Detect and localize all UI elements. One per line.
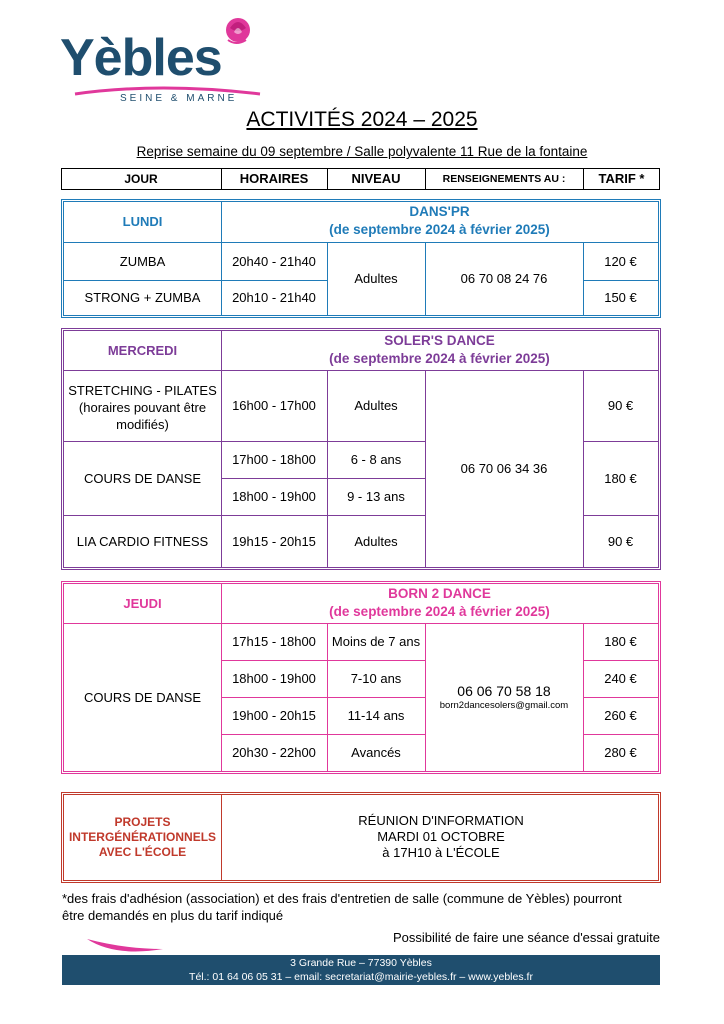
stretching-line-1: STRETCHING - PILATES xyxy=(68,383,217,398)
lundi-activity-1: ZUMBA xyxy=(119,253,166,269)
header-tarif: TARIF * xyxy=(598,171,645,186)
danse-time-2: 18h00 - 19h00 xyxy=(232,489,316,504)
jeudi-time-2: 18h00 - 19h00 xyxy=(232,671,316,686)
lundi-activity-2: STRONG + ZUMBA xyxy=(84,290,201,305)
lundi-time-2: 20h10 - 21h40 xyxy=(232,290,316,305)
tarif-note-line-1: *des frais d'adhésion (association) et des frais d'entretien de salle (commune de Yèbles) pourront xyxy=(62,891,622,906)
jeudi-level-4: Avancés xyxy=(351,745,401,760)
lundi-level: Adultes xyxy=(354,271,398,286)
header-niveau: NIVEAU xyxy=(351,171,401,186)
mercredi-org: SOLER'S DANCE xyxy=(384,332,495,348)
lundi-price-2: 150 € xyxy=(604,290,637,305)
mercredi-period: (de septembre 2024 à février 2025) xyxy=(329,351,550,366)
projets-line-1: PROJETS xyxy=(114,815,171,829)
page-subtitle: Reprise semaine du 09 septembre / Salle polyvalente 11 Rue de la fontaine xyxy=(136,144,588,159)
footer-contact: Tél.: 01 64 06 05 31 – email: secretariat@mairie-yebles.fr – www.yebles.fr xyxy=(189,971,533,983)
footer-address: 3 Grande Rue – 77390 Yèbles xyxy=(290,957,432,969)
danse-activity: COURS DE DANSE xyxy=(83,470,202,486)
jeudi-price-1: 180 € xyxy=(604,634,637,649)
lundi-phone: 06 70 08 24 76 xyxy=(460,271,548,286)
header-horaires: HORAIRES xyxy=(239,171,309,186)
header-jour: JOUR xyxy=(124,172,158,186)
tarif-note-line-2: être demandés en plus du tarif indiqué xyxy=(62,908,284,923)
jeudi-level-2: 7-10 ans xyxy=(350,671,402,686)
stretching-activity xyxy=(64,382,221,433)
jeudi-price-3: 260 € xyxy=(604,708,637,723)
mercredi-phone: 06 70 06 34 36 xyxy=(460,461,548,476)
projets-info xyxy=(221,813,661,861)
jeudi-email[interactable]: born2dancesolers@gmail.com xyxy=(439,700,569,711)
jeudi-phone: 06 06 70 58 18 xyxy=(457,683,551,699)
logo-tagline: SEINE & MARNE xyxy=(120,93,238,104)
danse-price: 180 € xyxy=(604,470,637,486)
jeudi-period: (de septembre 2024 à février 2025) xyxy=(329,604,550,619)
projets-info-1: RÉUNION D'INFORMATION xyxy=(358,813,524,828)
projets-info-3: à 17H10 à L'ÉCOLE xyxy=(382,845,500,860)
header-renseignements: RENSEIGNEMENTS AU : xyxy=(442,173,566,185)
jeudi-time-3: 19h00 - 20h15 xyxy=(232,708,316,723)
footer xyxy=(62,955,660,985)
essai-note: Possibilité de faire une séance d'essai gratuite xyxy=(393,930,660,945)
stretching-line-2: (horaires pouvant être xyxy=(78,400,207,415)
danse-time-1: 17h00 - 18h00 xyxy=(232,452,316,467)
lundi-price-1: 120 € xyxy=(604,253,637,269)
cardio-level: Adultes xyxy=(354,533,398,549)
tarif-note xyxy=(62,890,662,924)
jeudi-price-2: 240 € xyxy=(604,671,637,686)
logo-name: Yèbles xyxy=(60,29,222,87)
lundi-time-1: 20h40 - 21h40 xyxy=(232,253,316,269)
jeudi-price-4: 280 € xyxy=(604,745,637,760)
jeudi-day: JEUDI xyxy=(123,595,162,611)
jeudi-org: BORN 2 DANCE xyxy=(388,585,491,601)
projets-line-2: INTERGÉNÉRATIONNELS xyxy=(68,830,217,844)
stretching-level: Adultes xyxy=(354,398,398,413)
jeudi-contact xyxy=(425,682,583,712)
projets-info-2: MARDI 01 OCTOBRE xyxy=(377,829,505,844)
page-title: ACTIVITÉS 2024 – 2025 xyxy=(246,108,478,131)
lundi-day: LUNDI xyxy=(122,214,163,229)
swoosh-icon xyxy=(85,935,165,957)
lundi-org: DANS'PR xyxy=(409,204,470,219)
danse-level-2: 9 - 13 ans xyxy=(347,489,405,504)
stretching-time: 16h00 - 17h00 xyxy=(232,398,316,413)
mercredi-day: MERCREDI xyxy=(107,342,178,358)
cardio-time: 19h15 - 20h15 xyxy=(232,533,316,549)
stretching-price: 90 € xyxy=(607,398,634,413)
stretching-line-3: modifiés) xyxy=(116,417,169,432)
projets-label xyxy=(64,815,221,860)
jeudi-time-1: 17h15 - 18h00 xyxy=(232,634,316,649)
cardio-price: 90 € xyxy=(607,533,634,549)
danse-level-1: 6 - 8 ans xyxy=(350,452,402,467)
jeudi-level-3: 11-14 ans xyxy=(347,708,405,723)
jeudi-time-4: 20h30 - 22h00 xyxy=(232,745,316,760)
lundi-period: (de septembre 2024 à février 2025) xyxy=(329,222,550,237)
jeudi-activity: COURS DE DANSE xyxy=(83,689,202,705)
jeudi-level-1: Moins de 7 ans xyxy=(331,634,421,649)
projets-line-3: AVEC L'ÉCOLE xyxy=(98,845,187,859)
cardio-activity: LIA CARDIO FITNESS xyxy=(76,533,209,549)
logo xyxy=(60,12,275,107)
